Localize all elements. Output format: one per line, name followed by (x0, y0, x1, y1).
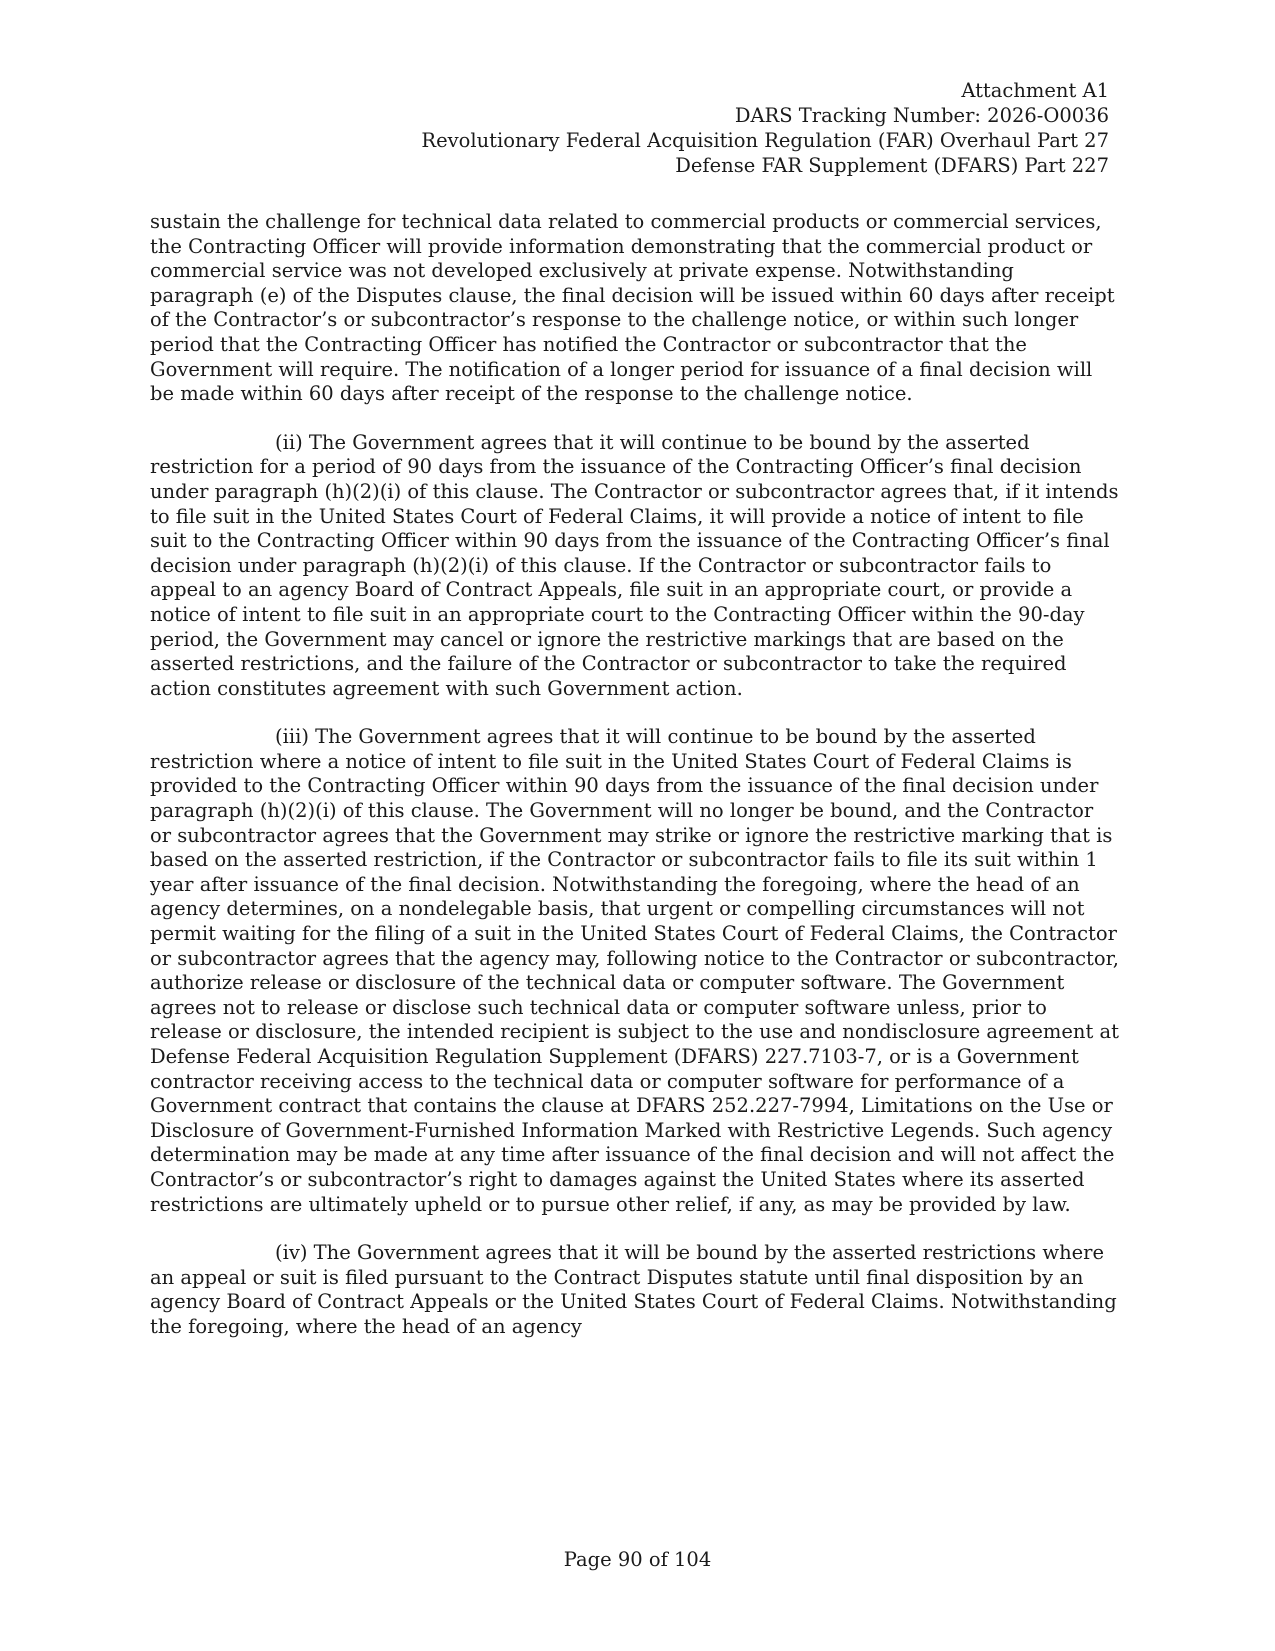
page-header (209, 78, 1109, 178)
paragraph-continuation: sustain the challenge for technical data related to commercial products or commercial services, the Contracting Officer will provide information demonstrating that the commercial product or commercial service was not developed exclusively at private expense. Notwithstanding paragraph (e) of the Disputes clause, the final decision will be issued within 60 days after receipt of the Contractor’s or subcontractor’s response to the challenge notice, or within such longer period that the Contracting Officer has notified the Contractor or subcontractor that the Government will require. The notification of a longer period for issuance of a final decision will be made within 60 days after receipt of the response to the challenge notice. (150, 210, 1115, 406)
paragraph-ii: (ii) The Government agrees that it will continue to be bound by the asserted restriction for a period of 90 days from the issuance of the Contracting Officer’s final decision under paragraph (h)(2)(i) of this clause. The Contractor or subcontractor agrees that, if it intends to file suit in the United States Court of Federal Claims, it will provide a notice of intent to file suit to the Contracting Officer within 90 days from the issuance of the Contracting Officer’s final decision under paragraph (h)(2)(i) of this clause. If the Contractor or subcontractor fails to appeal to an agency Board of Contract Appeals, file suit in an appropriate court, or provide a notice of intent to file suit in an appropriate court to the Contracting Officer within the 90-day period, the Government may cancel or ignore the restrictive markings that are based on the asserted restrictions, and the failure of the Contractor or subcontractor to take the required action constitutes agreement with such Government action. (150, 430, 1119, 700)
header-far-part: Revolutionary Federal Acquisition Regulation (FAR) Overhaul Part 27 (421, 129, 1109, 152)
page-number: Page 90 of 104 (563, 1548, 712, 1571)
paragraph-iv: (iv) The Government agrees that it will be bound by the asserted restrictions where an appeal or suit is filed pursuant to the Contract Disputes statute until final disposition by an agency Board of Contract Appeals or the United States Court of Federal Claims. Notwithstanding the foregoing, where the head of an agency (150, 1241, 1117, 1338)
header-tracking-number: DARS Tracking Number: 2026-O0036 (734, 104, 1109, 127)
page-footer (0, 1547, 1275, 1572)
document-body (150, 210, 1120, 1364)
header-dfars-part: Defense FAR Supplement (DFARS) Part 227 (675, 154, 1109, 177)
header-attachment: Attachment A1 (961, 79, 1109, 102)
paragraph-iii: (iii) The Government agrees that it will continue to be bound by the asserted restriction where a notice of intent to file suit in the United States Court of Federal Claims is provided to the Contracting Officer within 90 days from the issuance of the final decision under paragraph (h)(2)(i) of this clause. The Government will no longer be bound, and the Contractor or subcontractor agrees that the Government may strike or ignore the restrictive marking that is based on the asserted restriction, if the Contractor or subcontractor fails to file its suit within 1 year after issuance of the final decision. Notwithstanding the foregoing, where the head of an agency determines, on a nondelegable basis, that urgent or compelling circumstances will not permit waiting for the filing of a suit in the United States Court of Federal Claims, the Contractor or subcontractor agrees that the agency may, following notice to the Contractor or subcontractor, authorize release or disclosure of the technical data or computer software. The Government agrees not to release or disclose such technical data or computer software unless, prior to release or disclosure, the intended recipient is subject to the use and nondisclosure agreement at Defense Federal Acquisition Regulation Supplement (DFARS) 227.7103-7, or is a Government contractor receiving access to the technical data or computer software for performance of a Government contract that contains the clause at DFARS 252.227-7994, Limitations on the Use or Disclosure of Government-Furnished Information Marked with Restrictive Legends. Such agency determination may be made at any time after issuance of the final decision and will not affect the Contractor’s or subcontractor’s right to damages against the United States where its asserted restrictions are ultimately upheld or to pursue other relief, if any, as may be provided by law. (150, 725, 1120, 1216)
